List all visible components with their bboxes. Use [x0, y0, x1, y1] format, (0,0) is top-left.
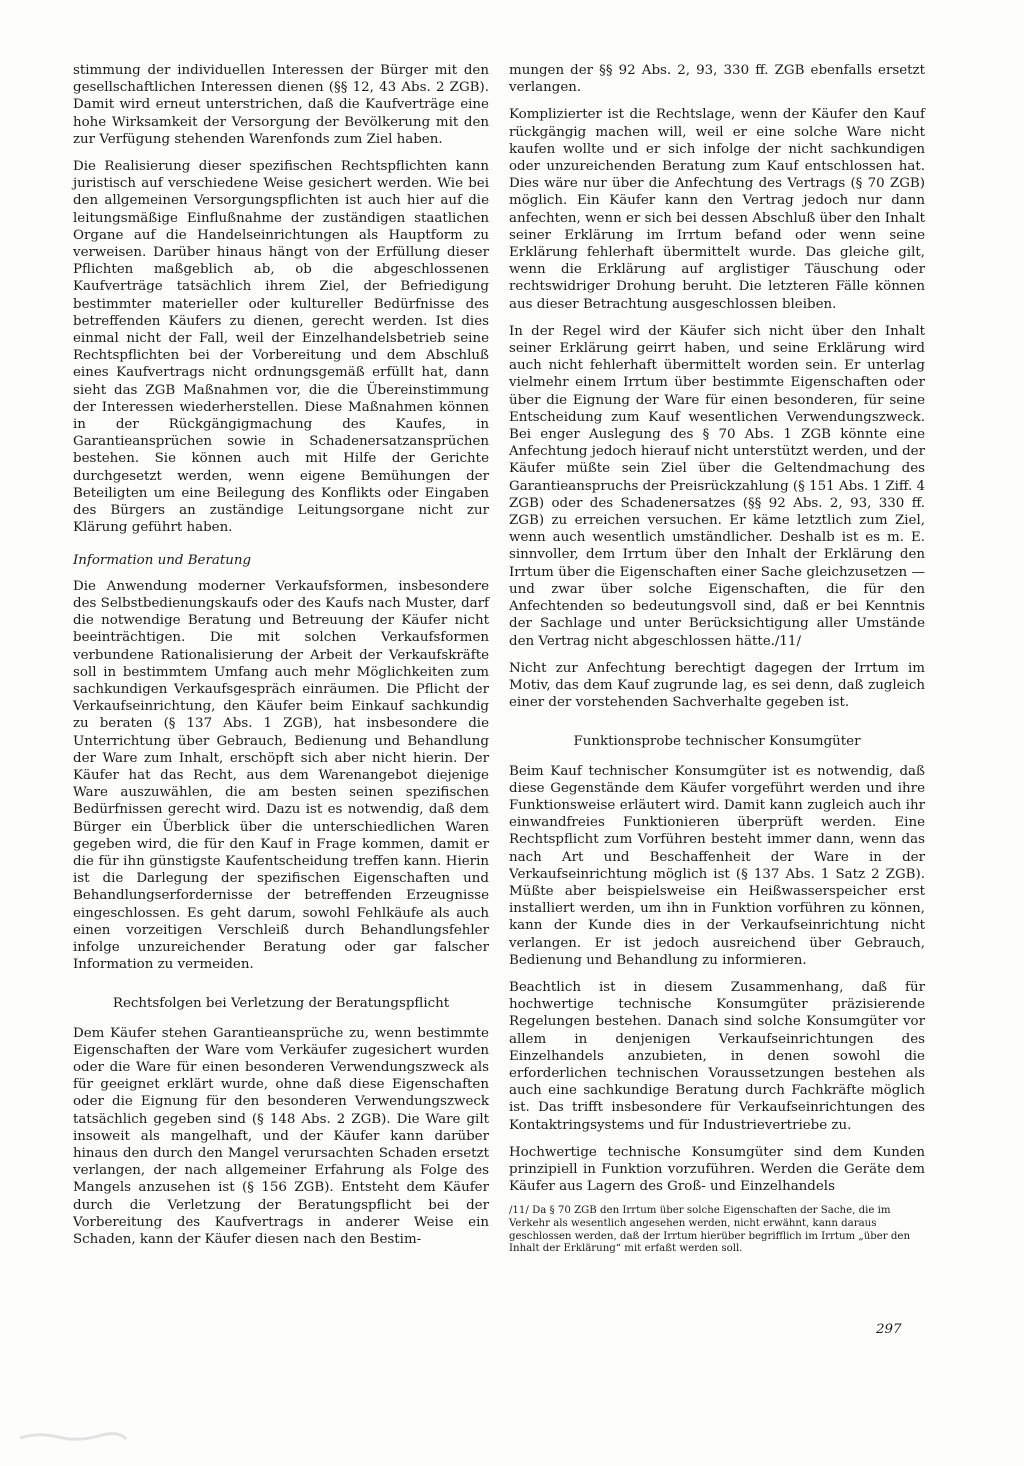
paragraph: Nicht zur Anfechtung berechtigt dagegen der Irrtum im Motiv, das dem Kauf zugrunde lag, es sei denn, daß zugleich einer der vorstehenden Sachverhalte gegeben ist. [509, 660, 925, 711]
scan-smudge [18, 1428, 128, 1444]
paragraph: Hochwertige technische Konsumgüter sind dem Kunden prinzipiell in Funktion vorzuführen. Werden die Geräte dem Käufer aus Lagern des Groß- und Einzelhandels [509, 1144, 925, 1195]
paragraph: Die Anwendung moderner Verkaufsformen, insbesondere des Selbstbedienungskaufs oder des Kaufs nach Muster, darf die notwendige Beratung und Betreuung der Käufer nicht beeinträchtigen. Die mit solchen Verkaufsformen verbundene Rationalisierung der Arbeit der Verkaufskräfte soll in bestimmtem Umfang auch mehr Möglichkeiten zum sachkundigen Verkaufsgespräch einräumen. Die Pflicht der Verkaufseinrichtung, den Käufer beim Einkauf sachkundig zu beraten (§ 137 Abs. 1 ZGB), hat insbesondere die Unterrichtung über Gebrauch, Bedienung und Behandlung der Ware zum Inhalt, erschöpft sich aber nicht hierin. Der Käufer hat das Recht, aus dem Warenangebot diejenige Ware auszuwählen, die am besten seinen spezifischen Bedürfnissen gerecht wird. Dazu ist es notwendig, daß dem Bürger ein Überblick über die unterschiedlichen Waren gegeben wird, die für den Kauf in Frage kommen, damit er die für ihn günstigste Kaufentscheidung treffen kann. Hierin ist die Darlegung der spezifischen Eigenschaften und Behandlungserfordernisse der betreffenden Erzeugnisse eingeschlossen. Es geht darum, sowohl Fehlkäufe als auch einen vorzeitigen Verschleiß durch Behandlungsfehler infolge unzureichender Beratung oder gar falscher Information zu vermeiden. [73, 578, 489, 973]
paragraph: Beachtlich ist in diesem Zusammenhang, daß für hochwertige technische Konsumgüter präzisierende Regelungen bestehen. Danach sind solche Konsumgüter vor allem in denjenigen Verkaufseinrichtungen des Einzelhandels anzubieten, in denen sowohl die erforderlichen technischen Voraussetzungen bestehen als auch eine sachkundige Beratung durch Fachkräfte möglich ist. Das trifft insbesondere für Verkaufseinrichtungen des Kontaktringsystems und für Industrievertriebe zu. [509, 979, 925, 1133]
paragraph: mungen der §§ 92 Abs. 2, 93, 330 ff. ZGB ebenfalls ersetzt verlangen. [509, 63, 925, 96]
right-column [509, 62, 925, 1256]
page-number: 297 [876, 1322, 902, 1337]
paragraph: In der Regel wird der Käufer sich nicht über den Inhalt seiner Erklärung geirrt haben, und seine Erklärung wird auch nicht fehlerhaft übermittelt worden sein. Er unterlag vielmehr einem Irrtum über bestimmte Eigenschaften oder über die Eignung der Ware für einen besonderen, für seine Entscheidung zum Kauf wesentlichen Verwendungszweck. Bei enger Auslegung des § 70 Abs. 1 ZGB könnte eine Anfechtung jedoch hierauf nicht unterstützt werden, und der Käufer müßte sein Ziel über die Geltendmachung des Garantieanspruchs der Preisrückzahlung (§ 151 Abs. 1 Ziff. 4 ZGB) oder des Schadenersatzes (§§ 92 Abs. 2, 93, 330 ff. ZGB) zu erreichen versuchen. Er käme letztlich zum Ziel, wenn auch wesentlich umständlicher. Deshalb ist es m. E. sinnvoller, dem Irrtum über den Inhalt der Erklärung den Irrtum über die Eigenschaften einer Sache gleichzusetzen — und zwar über solche Eigenschaften, die für den Anfechtenden so bedeutungsvoll sind, daß er bei Kenntnis der Sachlage und unter Berücksichtigung aller Umstände den Vertrag nicht abgeschlossen hätte./11/ [509, 323, 925, 649]
paragraph: Beim Kauf technischer Konsumgüter ist es notwendig, daß diese Gegenstände dem Käufer vorgeführt werden und ihre Funktionsweise erläutert wird. Damit kann zugleich auch ihr einwandfreies Funktionieren überprüft werden. Eine Rechtspflicht zum Vorführen besteht immer dann, wenn das nach Art und Beschaffenheit der Ware in der Verkaufseinrichtung möglich ist (§ 137 Abs. 1 Satz 2 ZGB). Müßte aber beispielsweise ein Heißwasserspeicher erst installiert werden, um ihn in Funktion vorführen zu können, kann der Kunde dies in der Verkaufseinrichtung nicht verlangen. Er ist jedoch ausreichend über Gebrauch, Bedienung und Behandlung zu informieren. [509, 763, 925, 968]
paragraph: Dem Käufer stehen Garantieansprüche zu, wenn bestimmte Eigenschaften der Ware vom Verkäufer zugesichert wurden oder die Ware für einen besonderen Verwendungszweck als für geeignet erklärt wurde, ohne daß diese Eigenschaften oder die Eignung für den besonderen Verwendungszweck tatsächlich gegeben sind (§ 148 Abs. 2 ZGB). Die Ware gilt insoweit als mangelhaft, und der Käufer kann darüber hinaus den durch den Mangel verursachten Schaden ersetzt verlangen, der nach allgemeiner Erfahrung als Folge des Mangels anzusehen ist (§ 156 ZGB). Entsteht dem Käufer durch die Verletzung der Beratungspflicht bei der Vorbereitung des Kaufvertrags in anderer Weise ein Schaden, kann der Käufer diesen nach den Bestim- [73, 1025, 489, 1247]
footnote: /11/ Da § 70 ZGB den Irrtum über solche Eigenschaften der Sache, die im Verkehr als wesentlich angesehen werden, nicht erwähnt, kann daraus geschlossen werden, daß der Irrtum hierüber begrifflich im Irrtum „über den Inhalt der Erklärung“ mit erfaßt werden soll. [509, 1205, 911, 1255]
left-column [73, 62, 489, 1258]
section-heading: Funktionsprobe technischer Konsumgüter [573, 734, 861, 750]
section-heading: Rechtsfolgen bei Verletzung der Beratungspflicht [112, 996, 450, 1012]
section-heading: Information und Beratung [73, 553, 252, 569]
paragraph: Die Realisierung dieser spezifischen Rechtspflichten kann juristisch auf verschiedene Weise gesichert werden. Wie bei den allgemeinen Versorgungspflichten ist auch hier auf die leitungsmäßige Einflußnahme der zuständigen staatlichen Organe auf die Handelseinrichtungen als Hauptform zu verweisen. Darüber hinaus hängt von der Erfüllung dieser Pflichten maßgeblich ab, ob die abgeschlossenen Kaufverträge tatsächlich ihrem Ziel, der Befriedigung bestimmter materieller oder kultureller Bedürfnisse des betreffenden Käufers zu dienen, gerecht werden. Ist dies einmal nicht der Fall, weil der Einzelhandelsbetrieb seine Rechtspflichten bei der Vorbereitung und dem Abschluß eines Kaufvertrags nicht ordnungsgemäß erfüllt hat, dann sieht das ZGB Maßnahmen vor, die die Übereinstimmung der Interessen wiederherstellen. Diese Maßnahmen können in der Rückgängigmachung des Kaufes, in Garantieansprüchen sowie in Schadenersatzansprüchen bestehen. Sie können auch mit Hilfe der Gerichte durchgesetzt werden, wenn eigene Bemühungen der Beteiligten um eine Beilegung des Konflikts oder Eingaben des Bürgers an zuständige Leitungsorgane nicht zur Klärung geführt haben. [73, 159, 489, 536]
paragraph: stimmung der individuellen Interessen der Bürger mit den gesellschaftlichen Interessen dienen (§§ 12, 43 Abs. 2 ZGB). Damit wird erneut unterstrichen, daß die Kaufverträge eine hohe Wirksamkeit der Versorgung der Bevölkerung mit den zur Verfügung stehenden Warenfonds zum Ziel haben. [73, 63, 489, 147]
paragraph: Komplizierter ist die Rechtslage, wenn der Käufer den Kauf rückgängig machen will, weil er eine solche Ware nicht kaufen wollte und er sich infolge der nicht sachkundigen oder unzureichenden Beratung zum Kauf entschlossen hat. Dies wäre nur über die Anfechtung des Vertrags (§ 70 ZGB) möglich. Ein Käufer kann den Vertrag jedoch nur dann anfechten, wenn er sich bei dessen Abschluß über den Inhalt seiner Erklärung im Irrtum befand oder wenn seine Erklärung fehlerhaft übermittelt wurde. Das gleiche gilt, wenn die Erklärung auf arglistiger Täuschung oder rechtswidriger Drohung beruht. Die letzteren Fälle können aus dieser Betrachtung ausgeschlossen bleiben. [509, 107, 925, 312]
